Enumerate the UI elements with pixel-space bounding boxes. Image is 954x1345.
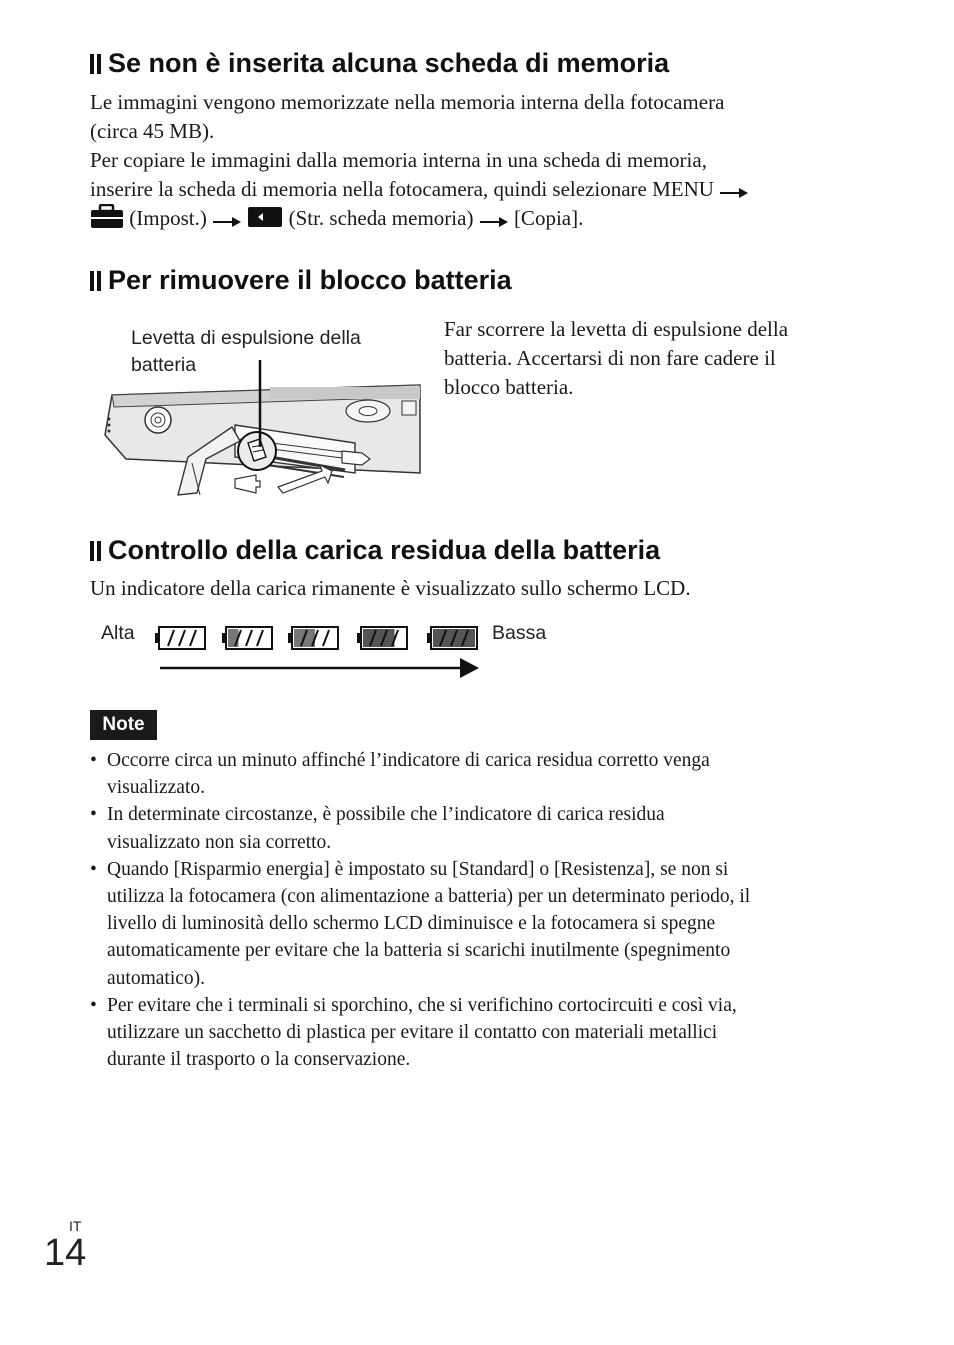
note-line: utilizza la fotocamera (con alimentazione a batteria) per un determinato periodo, il bbox=[107, 886, 751, 908]
menu-impost-text: (Impost.) bbox=[129, 206, 207, 230]
body-line: (circa 45 MB). bbox=[90, 119, 215, 143]
body-line: batteria. Accertarsi di non fare cadere il bbox=[444, 346, 776, 370]
battery-icon bbox=[155, 627, 205, 649]
battery-icon bbox=[427, 627, 477, 649]
menu-path-text: inserire la scheda di memoria nella fotocamera, quindi selezionare MENU bbox=[90, 177, 714, 201]
battery-icon bbox=[288, 627, 338, 649]
section-heading-battery-level bbox=[90, 535, 660, 566]
heading-text: Se non è inserita alcuna scheda di memoria bbox=[108, 48, 670, 78]
note-line: automatico). bbox=[107, 967, 206, 989]
camera-battery-illustration bbox=[100, 355, 425, 500]
note-line: visualizzato non sia corretto. bbox=[107, 831, 332, 853]
note-line: visualizzato. bbox=[107, 777, 206, 799]
menu-str-scheda-text: (Str. scheda memoria) bbox=[288, 206, 474, 230]
language-code: IT bbox=[69, 1218, 82, 1234]
arrow-icon bbox=[479, 206, 514, 230]
bullet-icon: • bbox=[90, 750, 97, 771]
battery-icon bbox=[222, 627, 272, 649]
heading-marker-icon bbox=[90, 541, 101, 561]
section-heading-remove-battery bbox=[90, 265, 512, 296]
note-badge: Note bbox=[90, 710, 157, 740]
note-item bbox=[90, 801, 850, 855]
bullet-icon: • bbox=[90, 804, 97, 826]
section-heading-memory-card bbox=[90, 48, 669, 79]
toolbox-settings-icon bbox=[90, 206, 129, 230]
battery-label-low: Bassa bbox=[492, 622, 547, 644]
heading-marker-icon bbox=[90, 54, 101, 74]
note-line: automaticamente per evitare che la batteria si scarichi inutilmente (spegnimento bbox=[107, 940, 731, 962]
note-item bbox=[90, 747, 850, 801]
body-line: Le immagini vengono memorizzate nella memoria interna della fotocamera bbox=[90, 90, 725, 114]
note-line: utilizzare un sacchetto di plastica per evitare il contatto con materiali metallici bbox=[107, 1022, 718, 1044]
callout-line: batteria bbox=[131, 354, 197, 376]
heading-text: Per rimuovere il blocco batteria bbox=[108, 265, 512, 295]
memory-card-tool-icon bbox=[247, 206, 288, 230]
battery-indicator-row bbox=[150, 620, 490, 682]
note-line: Occorre circa un minuto affinché l’indicatore di carica residua corretto venga bbox=[107, 750, 710, 771]
arrow-icon bbox=[719, 177, 749, 201]
bullet-icon: • bbox=[90, 994, 97, 1016]
note-item bbox=[90, 992, 850, 1074]
body-line bbox=[90, 175, 870, 204]
memory-card-body bbox=[90, 88, 870, 233]
body-line: Un indicatore della carica rimanente è visualizzato sullo schermo LCD. bbox=[90, 576, 691, 600]
arrow-icon bbox=[212, 206, 247, 230]
callout-line: Levetta di espulsione della bbox=[131, 327, 361, 349]
body-line: Far scorrere la levetta di espulsione della bbox=[444, 317, 789, 341]
menu-copia-text: [Copia]. bbox=[513, 206, 584, 230]
note-line: In determinate circostanze, è possibile che l’indicatore di carica residua bbox=[107, 804, 665, 826]
direction-arrow-head bbox=[460, 658, 479, 678]
heading-marker-icon bbox=[90, 271, 101, 291]
battery-level-body bbox=[90, 574, 890, 603]
bullet-icon: • bbox=[90, 858, 97, 880]
body-line bbox=[90, 204, 870, 233]
notes-list bbox=[90, 747, 850, 1073]
battery-icon bbox=[357, 627, 407, 649]
body-line: Per copiare le immagini dalla memoria interna in una scheda di memoria, bbox=[90, 148, 707, 172]
note-line: durante il trasporto o la conservazione. bbox=[107, 1049, 411, 1071]
heading-text: Controllo della carica residua della batteria bbox=[108, 535, 661, 565]
note-line: Per evitare che i terminali si sporchino, che si verifichino cortocircuiti e così via, bbox=[107, 994, 737, 1016]
note-line: livello di luminosità dello schermo LCD diminuisce e la fotocamera si spegne bbox=[107, 913, 716, 935]
remove-battery-body bbox=[444, 315, 864, 402]
battery-label-high: Alta bbox=[101, 622, 135, 644]
note-item bbox=[90, 856, 850, 992]
note-line: Quando [Risparmio energia] è impostato su [Standard] o [Resistenza], se non si bbox=[107, 858, 729, 880]
page-number: 14 bbox=[44, 1232, 87, 1274]
body-line: blocco batteria. bbox=[444, 375, 574, 399]
